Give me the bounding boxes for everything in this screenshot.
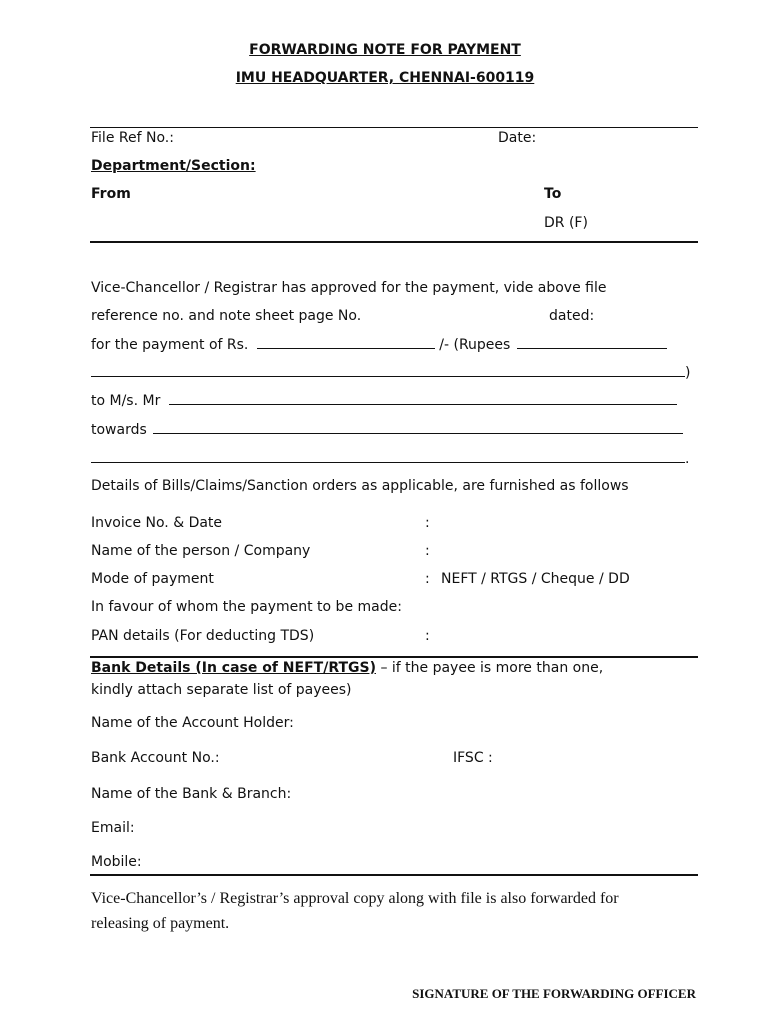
mobile-label: Mobile: <box>91 854 142 870</box>
bank-heading <box>91 660 603 676</box>
rupees-words-blank[interactable] <box>517 336 667 349</box>
bank-branch-label: Name of the Bank & Branch: <box>91 786 292 802</box>
detail-sep-invoice: : <box>425 515 430 531</box>
ms-label: to M/s. Mr <box>91 393 161 409</box>
detail-sep-pan: : <box>425 628 430 644</box>
towards-line-2 <box>91 450 689 467</box>
detail-label-invoice: Invoice No. & Date <box>91 515 223 531</box>
rupees-words-blank-2[interactable] <box>91 364 685 377</box>
divider-footer <box>90 874 698 876</box>
rupees-words-line <box>91 364 690 381</box>
towards-row <box>91 421 683 438</box>
file-ref-label: File Ref No.: <box>91 130 174 146</box>
ms-blank[interactable] <box>169 392 677 405</box>
towards-label: towards <box>91 422 147 438</box>
divider-top <box>90 127 698 128</box>
rs-amount-blank[interactable] <box>257 336 435 349</box>
account-no-label: Bank Account No.: <box>91 750 220 766</box>
details-intro: Details of Bills/Claims/Sanction orders as applicable, are furnished as follows <box>91 478 629 494</box>
towards-blank[interactable] <box>153 421 683 434</box>
divider-meta <box>90 241 698 243</box>
towards-blank-2[interactable] <box>91 450 685 463</box>
detail-label-mode: Mode of payment <box>91 571 214 587</box>
approval-line-1: Vice-Chancellor / Registrar has approved for the payment, vide above file <box>91 280 607 296</box>
ifsc-label: IFSC : <box>453 750 493 766</box>
towards-period: . <box>685 451 690 467</box>
payment-amount-row <box>91 336 667 353</box>
bank-heading-bold: Bank Details (In case of NEFT/RTGS) <box>91 660 376 676</box>
from-label: From <box>91 186 131 202</box>
detail-value-mode: NEFT / RTGS / Cheque / DD <box>441 571 630 587</box>
detail-sep-person: : <box>425 543 430 559</box>
to-value: DR (F) <box>544 215 588 231</box>
rupees-close: ) <box>685 365 691 381</box>
approval-line-2-left: reference no. and note sheet page No. <box>91 308 362 324</box>
date-label: Date: <box>498 130 537 146</box>
account-holder-label: Name of the Account Holder: <box>91 715 294 731</box>
forward-note-line-1: Vice-Chancellor’s / Registrar’s approval copy along with file is also forwarded for <box>91 890 619 907</box>
department-label: Department/Section: <box>91 158 256 174</box>
ms-row <box>91 392 677 409</box>
to-label: To <box>544 186 562 202</box>
detail-label-person: Name of the person / Company <box>91 543 311 559</box>
rs-label: for the payment of Rs. <box>91 337 249 353</box>
page-subtitle: IMU HEADQUARTER, CHENNAI-600119 <box>235 70 535 86</box>
page-title: FORWARDING NOTE FOR PAYMENT <box>249 42 521 58</box>
bank-heading-line-2: kindly attach separate list of payees) <box>91 682 352 698</box>
rupees-label: /- (Rupees <box>439 337 511 353</box>
detail-sep-mode: : <box>425 571 430 587</box>
forward-note-line-2: releasing of payment. <box>91 915 230 932</box>
divider-bank <box>90 656 698 658</box>
bank-heading-rest: – if the payee is more than one, <box>376 660 604 676</box>
detail-label-favour: In favour of whom the payment to be made: <box>91 599 402 615</box>
approval-line-2-right: dated: <box>549 308 595 324</box>
signature-label: SIGNATURE OF THE FORWARDING OFFICER <box>412 986 696 1001</box>
detail-label-pan: PAN details (For deducting TDS) <box>91 628 315 644</box>
email-label: Email: <box>91 820 135 836</box>
